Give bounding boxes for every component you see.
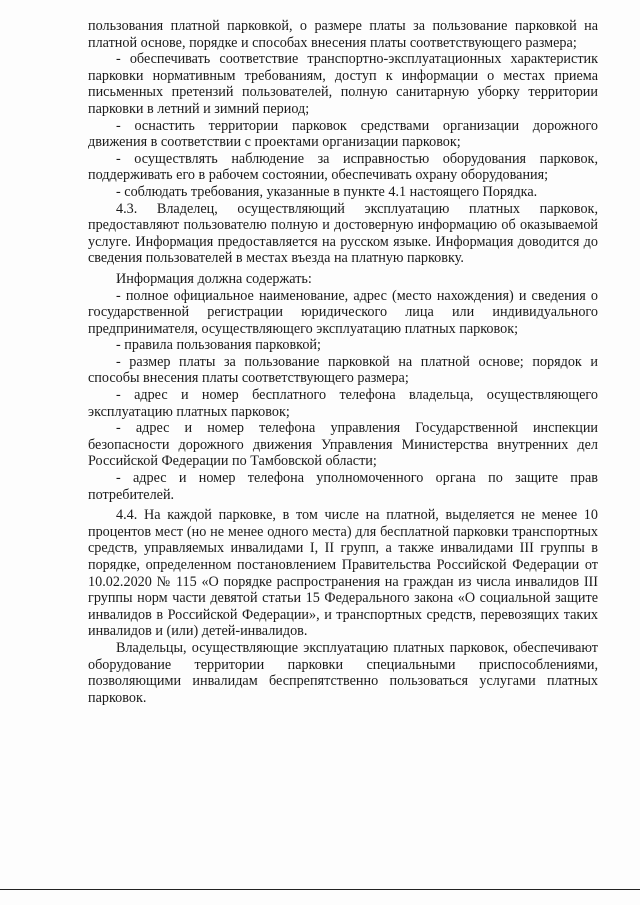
paragraph-bullet-conformity: - обеспечивать соответствие транспортно-эксплуатационных характеристик парковки нормативным требованиям, доступ к информации о местах приема письменных претензий пользователей, полную санитарную уборку территории парковки в летний и зимний период; — [88, 51, 598, 117]
paragraph-bullet-monitor: - осуществлять наблюдение за исправностью оборудования парковок, поддерживать его в рабочем состоянии, обеспечивать охрану оборудования; — [88, 150, 598, 184]
paragraph-4-4: 4.4. На каждой парковке, в том числе на платной, выделяется не менее 10 процентов мест (но не менее одного места) для бесплатной парковки транспортных средств, управляемых инвалидами I, II групп, а также инвалидами III группы в порядке, определенном постановлением Правительства Российской Федерации от 10.02.2020 № 115 «О порядке распространения на граждан из числа инвалидов III группы норм части девятой статьи 15 Федерального закона «О социальной защите инвалидов в Российской Федерации», и транспортных средств, перевозящих таких инвалидов и (или) детей-инвалидов. — [88, 507, 598, 640]
paragraph-bullet-equip: - оснастить территории парковок средствами организации дорожного движения в соответствии с проектами организации парковок; — [88, 117, 598, 151]
paragraph-4-3: 4.3. Владелец, осуществляющий эксплуатацию платных парковок, предоставляют пользователю полную и достоверную информацию об оказываемой услуге. Информация предоставляется на русском языке. Информация доводится до сведения пользователей в местах въезда на платную парковку. — [88, 200, 598, 267]
paragraph-bullet-comply: - соблюдать требования, указанные в пункте 4.1 настоящего Порядка. — [116, 183, 538, 200]
paragraph-owners: Владельцы, осуществляющие эксплуатацию платных парковок, обеспечивают оборудование территории парковки специальными приспособлениями, позволяющими инвалидам беспрепятственно пользоваться услугами платных парковок. — [88, 639, 598, 706]
paragraph-info-name: - полное официальное наименование, адрес (место нахождения) и сведения о государственной регистрации юридического лица или индивидуального предпринимателя, осуществляющего эксплуатацию платных парковок; — [88, 287, 598, 337]
paragraph-info-heading: Информация должна содержать: — [116, 270, 312, 287]
paragraph-continuation: пользования платной парковкой, о размере платы за пользование парковкой на платной основе, порядке и способах внесения платы соответствующего размера; — [88, 18, 598, 51]
paragraph-info-fee: - размер платы за пользование парковкой на платной основе; порядок и способы внесения платы соответствующего размера; — [88, 353, 598, 387]
page-bottom-border — [0, 889, 640, 890]
paragraph-info-owner-phone: - адрес и номер бесплатного телефона владельца, осуществляющего эксплуатацию платных парковок; — [88, 387, 598, 420]
paragraph-info-consumer: - адрес и номер телефона уполномоченного органа по защите прав потребителей. — [88, 470, 598, 503]
paragraph-info-rules: - правила пользования парковкой; — [116, 337, 321, 354]
paragraph-info-gibdd: - адрес и номер телефона управления Государственной инспекции безопасности дорожного движения Управления Министерства внутренних дел Российской Федерации по Тамбовской области; — [88, 420, 598, 470]
document-body — [88, 18, 598, 706]
